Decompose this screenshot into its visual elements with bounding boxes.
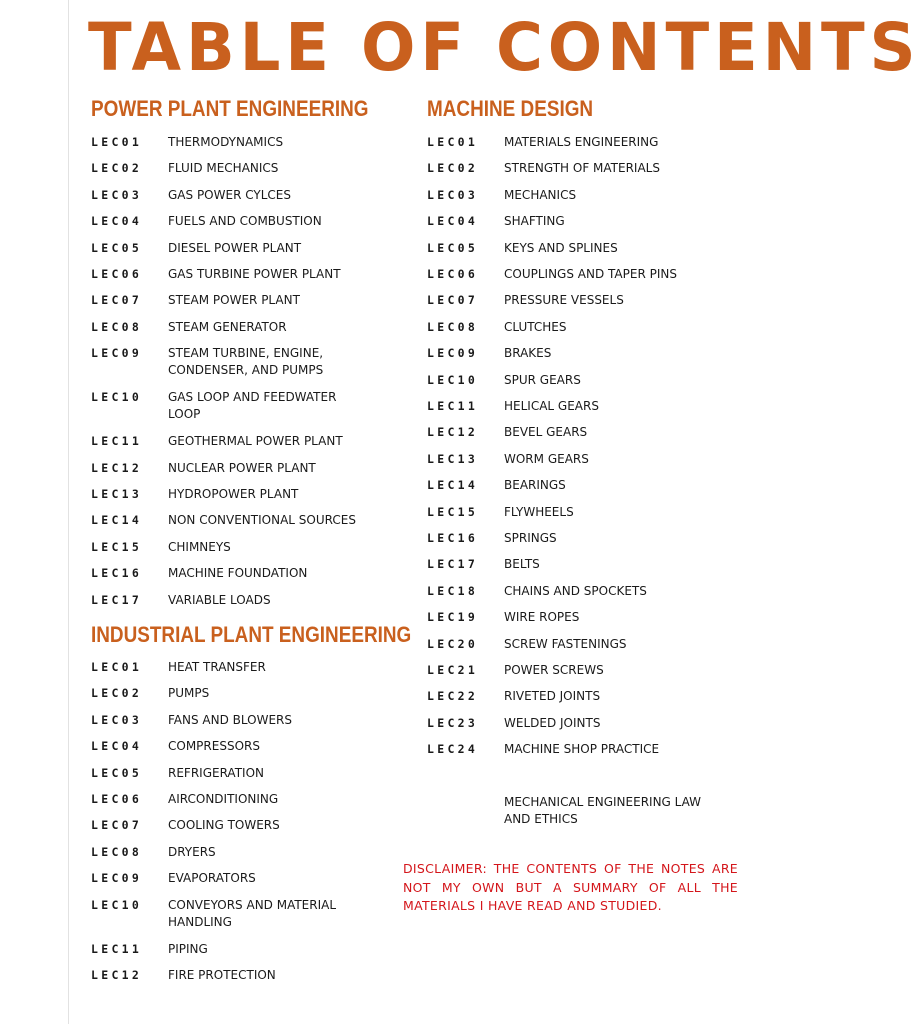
lecture-topic: WELDED JOINTS [504, 715, 601, 730]
lecture-code: LEC07 [427, 293, 479, 308]
lecture-code: LEC20 [427, 636, 479, 651]
lecture-topic: CHAINS AND SPOCKETS [504, 583, 647, 598]
lecture-code: LEC03 [91, 712, 143, 727]
lecture-code: LEC05 [91, 765, 143, 780]
lecture-topic: KEYS AND SPLINES [504, 240, 618, 255]
lecture-code: LEC13 [427, 451, 479, 466]
page-title: TABLE OF CONTENTS [88, 9, 921, 86]
extra-topic: MECHANICAL ENGINEERING LAW AND ETHICS [504, 795, 702, 826]
lecture-code: LEC01 [91, 135, 143, 149]
lecture-code: LEC09 [427, 346, 479, 361]
section-title-industrial-plant: INDUSTRIAL PLANT ENGINEERING [91, 622, 412, 647]
lecture-code: LEC16 [427, 531, 479, 545]
lecture-topic: FLYWHEELS [504, 504, 574, 519]
lecture-topic: FANS AND BLOWERS [168, 712, 292, 727]
lecture-code: LEC04 [427, 214, 479, 229]
lecture-topic: SPRINGS [504, 531, 557, 545]
lecture-code: LEC12 [91, 968, 143, 982]
lecture-topic: SCREW FASTENINGS [504, 636, 627, 651]
lecture-code: LEC23 [427, 715, 479, 730]
lecture-code: LEC17 [427, 557, 479, 572]
lecture-topic: GAS POWER CYLCES [168, 187, 291, 202]
lecture-topic: CHIMNEYS [168, 539, 231, 554]
lecture-topic: POWER SCREWS [504, 663, 604, 677]
lecture-topic: COOLING TOWERS [168, 818, 280, 833]
lecture-topic: COMPRESSORS [168, 739, 260, 754]
lecture-code: LEC15 [91, 539, 143, 554]
lecture-code: LEC04 [91, 214, 143, 229]
lecture-topic: STEAM POWER PLANT [168, 293, 300, 308]
lecture-code: LEC06 [91, 792, 143, 806]
lecture-topic: MACHINE SHOP PRACTICE [504, 742, 660, 757]
lecture-topic: DRYERS [168, 844, 216, 859]
lecture-code: LEC10 [91, 390, 143, 405]
lecture-code: LEC03 [427, 187, 479, 202]
lecture-code: LEC07 [91, 293, 143, 308]
lecture-code: LEC11 [91, 434, 143, 449]
lecture-code: LEC01 [91, 660, 143, 674]
lecture-topic: GAS LOOP AND FEEDWATER LOOP [168, 390, 337, 422]
lecture-topic: NON CONVENTIONAL SOURCES [168, 513, 356, 528]
lecture-topic: CLUTCHES [504, 319, 567, 334]
lecture-code: LEC04 [91, 739, 143, 754]
lecture-topic: THERMODYNAMICS [168, 135, 284, 149]
lecture-topic: MACHINE FOUNDATION [168, 566, 308, 581]
lecture-topic: GAS TURBINE POWER PLANT [168, 267, 341, 281]
lecture-topic: WIRE ROPES [504, 610, 580, 625]
lecture-topic: NUCLEAR POWER PLANT [168, 460, 316, 475]
lecture-code: LEC08 [91, 844, 143, 859]
lecture-code: LEC08 [427, 319, 479, 334]
lecture-code: LEC22 [427, 689, 479, 704]
lecture-code: LEC01 [427, 135, 479, 149]
lecture-code: LEC12 [91, 460, 143, 475]
lecture-topic: BRAKES [504, 346, 552, 361]
lecture-topic: COUPLINGS AND TAPER PINS [504, 267, 677, 281]
lecture-code: LEC09 [91, 871, 143, 886]
lecture-code: LEC02 [91, 686, 143, 701]
lecture-topic: BELTS [504, 557, 540, 572]
lecture-topic: BEVEL GEARS [504, 425, 588, 440]
lecture-code: LEC14 [91, 513, 143, 528]
lecture-code: LEC19 [427, 610, 479, 625]
lecture-code: LEC13 [91, 487, 143, 501]
lecture-topic: DIESEL POWER PLANT [168, 240, 302, 255]
lecture-code: LEC10 [427, 372, 479, 387]
lecture-topic: EVAPORATORS [168, 871, 256, 886]
lecture-topic: VARIABLE LOADS [168, 592, 271, 607]
lecture-topic: SPUR GEARS [504, 372, 581, 387]
lecture-code: LEC02 [91, 161, 143, 176]
lecture-topic: AIRCONDITIONING [168, 792, 279, 806]
lecture-code: LEC21 [427, 663, 479, 677]
lecture-topic: MECHANICS [504, 187, 577, 202]
page-margin-rule [68, 0, 69, 1024]
lecture-topic: PRESSURE VESSELS [504, 293, 624, 308]
lecture-code: LEC15 [427, 504, 479, 519]
lecture-code: LEC10 [91, 897, 143, 912]
lecture-topic: GEOTHERMAL POWER PLANT [168, 434, 343, 449]
lecture-topic: RIVETED JOINTS [504, 689, 601, 704]
lecture-code: LEC06 [427, 267, 479, 281]
lecture-topic: REFRIGERATION [168, 765, 264, 780]
lecture-topic: CONVEYORS AND MATERIAL HANDLING [168, 897, 337, 929]
lecture-code: LEC16 [91, 566, 143, 581]
lecture-topic: WORM GEARS [504, 451, 589, 466]
lecture-topic: FUELS AND COMBUSTION [168, 214, 322, 229]
lecture-code: LEC11 [91, 941, 143, 956]
lecture-topic: HYDROPOWER PLANT [168, 487, 299, 501]
section-title-power-plant: POWER PLANT ENGINEERING [91, 96, 369, 121]
lecture-topic: FLUID MECHANICS [168, 161, 279, 176]
lecture-code: LEC11 [427, 399, 479, 413]
lecture-code: LEC17 [91, 592, 143, 607]
lecture-topic: STEAM TURBINE, ENGINE, CONDENSER, AND PUMPS [168, 346, 324, 378]
lecture-code: LEC14 [427, 478, 479, 493]
lecture-code: LEC05 [427, 240, 479, 255]
lecture-topic: STEAM GENERATOR [168, 319, 287, 334]
disclaimer-note: DISCLAIMER: THE CONTENTS OF THE NOTES ARE NOT MY OWN BUT A SUMMARY OF ALL THE MATERIALS I HAVE READ AND STUDIED. [403, 861, 738, 913]
lecture-code: LEC08 [91, 319, 143, 334]
lecture-topic: MATERIALS ENGINEERING [504, 135, 659, 149]
lecture-topic: PUMPS [168, 686, 210, 701]
lecture-code: LEC02 [427, 161, 479, 176]
lecture-code: LEC03 [91, 187, 143, 202]
lecture-code: LEC05 [91, 240, 143, 255]
lecture-code: LEC12 [427, 425, 479, 440]
lecture-topic: FIRE PROTECTION [168, 968, 276, 982]
lecture-code: LEC07 [91, 818, 143, 833]
lecture-topic: HEAT TRANSFER [168, 660, 266, 674]
lecture-code: LEC18 [427, 583, 479, 598]
lecture-topic: HELICAL GEARS [504, 399, 599, 413]
section-title-machine-design: MACHINE DESIGN [427, 96, 594, 121]
lecture-topic: STRENGTH OF MATERIALS [504, 161, 660, 176]
lecture-code: LEC06 [91, 267, 143, 281]
lecture-code: LEC09 [91, 346, 143, 361]
lecture-topic: BEARINGS [504, 478, 566, 493]
lecture-topic: PIPING [168, 941, 208, 956]
lecture-topic: SHAFTING [504, 214, 565, 229]
lecture-code: LEC24 [427, 742, 479, 757]
